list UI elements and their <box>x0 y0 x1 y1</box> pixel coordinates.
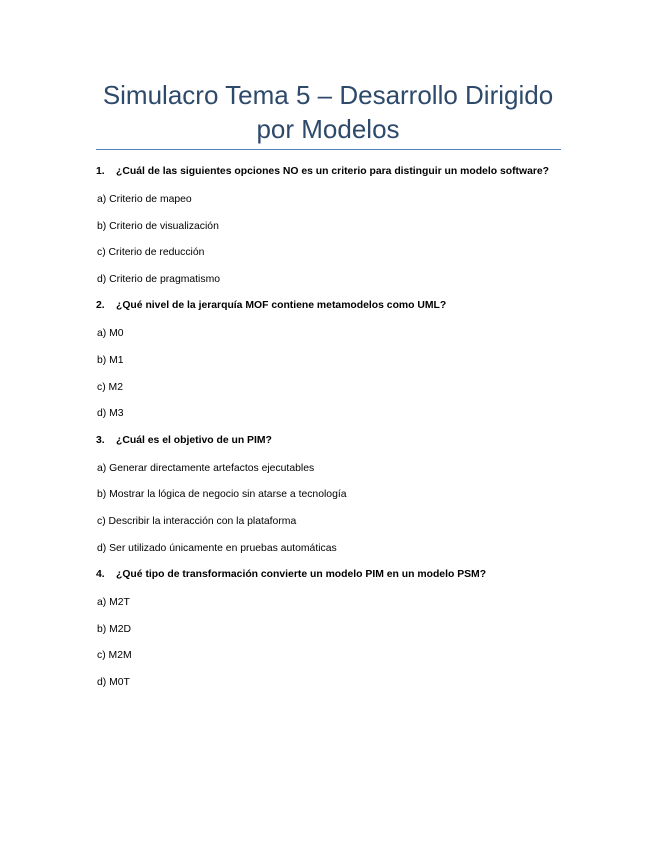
question-number: 4. <box>96 569 105 581</box>
question-number: 2. <box>96 300 105 312</box>
question-text: ¿Qué tipo de transformación convierte un modelo PIM en un modelo PSM? <box>116 569 487 581</box>
option-b: b) M2D <box>97 623 132 635</box>
option-a: a) M0 <box>97 328 124 340</box>
option-d: d) Ser utilizado únicamente en pruebas automáticas <box>97 542 337 554</box>
question-text: ¿Cuál es el objetivo de un PIM? <box>116 434 272 446</box>
option-a: a) M2T <box>97 597 130 609</box>
question-4 <box>96 567 566 583</box>
option-b: b) M1 <box>97 354 124 366</box>
question-number: 3. <box>96 434 105 446</box>
option-a: a) Generar directamente artefactos ejecutables <box>97 462 315 474</box>
option-b: b) Criterio de visualización <box>97 220 219 232</box>
question-2 <box>96 298 566 314</box>
title-divider <box>96 149 561 150</box>
option-a: a) Criterio de mapeo <box>97 194 192 205</box>
page-title: Simulacro Tema 5 – Desarrollo Dirigido por Modelos <box>102 80 554 144</box>
option-d: d) M3 <box>97 408 124 420</box>
question-number: 1. <box>96 166 105 177</box>
question-3 <box>96 433 566 449</box>
option-b: b) Mostrar la lógica de negocio sin atarse a tecnología <box>97 489 347 501</box>
question-text: ¿Qué nivel de la jerarquía MOF contiene metamodelos como UML? <box>116 300 447 312</box>
option-c: c) M2M <box>97 650 132 662</box>
option-d: d) Criterio de pragmatismo <box>97 273 220 285</box>
option-c: c) Criterio de reducción <box>97 247 205 259</box>
question-list <box>96 164 566 691</box>
option-c: c) Describir la interacción con la plataforma <box>97 515 297 527</box>
option-c: c) M2 <box>97 381 123 393</box>
question-1 <box>96 164 566 180</box>
option-d: d) M0T <box>97 676 130 688</box>
question-text: ¿Cuál de las siguientes opciones NO es un criterio para distinguir un modelo software? <box>116 166 550 177</box>
